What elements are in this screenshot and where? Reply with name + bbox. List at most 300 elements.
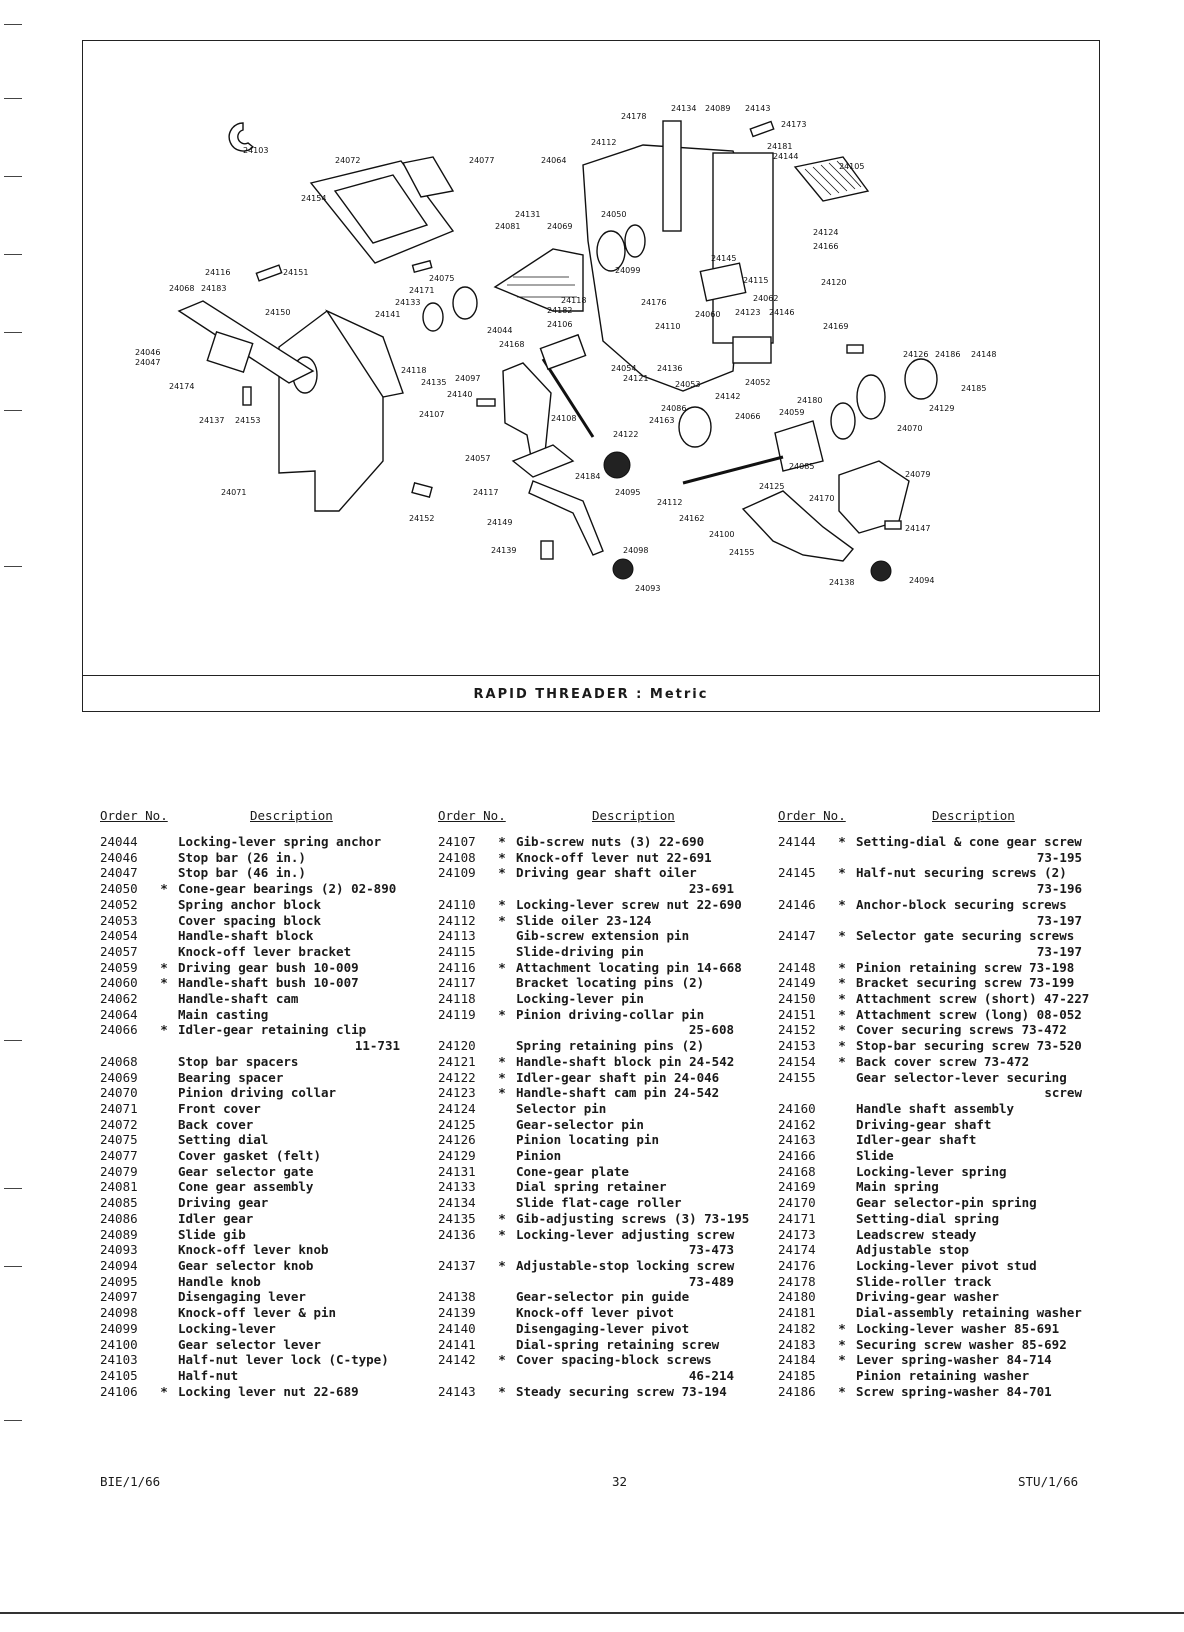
order-number: 24160 [778, 1100, 816, 1116]
spare-marker: * [838, 959, 846, 975]
spare-marker: * [838, 928, 846, 944]
caption-title: RAPID THREADER [473, 686, 630, 702]
order-number: 24141 [438, 1336, 476, 1352]
order-number: 24100 [100, 1336, 138, 1352]
order-number: 24066 [100, 1022, 138, 1038]
order-number: 24176 [778, 1257, 816, 1273]
part-description: Main casting [178, 1006, 269, 1022]
spring-anchor-block-part [733, 337, 771, 363]
part-description: Cone-gear plate [516, 1163, 629, 1179]
knock-off-bracket-part [513, 445, 573, 477]
description-header: Description [932, 808, 1015, 823]
callout: 24178 [621, 112, 647, 121]
callout: 24112 [591, 138, 617, 147]
order-number: 24173 [778, 1226, 816, 1242]
part-description: Locking-lever screw nut 22-690 [516, 896, 742, 912]
order-number: 24112 [438, 912, 476, 928]
part-description: Pinion locating pin [516, 1132, 659, 1148]
caption-separator: : [629, 686, 650, 702]
bearing-spacer-part [625, 225, 645, 257]
part-description: Dial-assembly retaining washer [856, 1305, 1082, 1321]
part-row [778, 1164, 1082, 1180]
callout: 24098 [623, 546, 649, 555]
part-description: Spring retaining pins (2) [516, 1038, 705, 1054]
part-row [438, 1164, 734, 1180]
diagram-frame [82, 40, 1100, 712]
callout: 24099 [615, 266, 641, 275]
part-row [778, 960, 1082, 976]
part-row [100, 944, 400, 960]
part-row [100, 960, 400, 976]
part-description: Half-nut lever lock (C-type) [178, 1352, 389, 1368]
part-description: Driving-gear shaft [856, 1116, 992, 1132]
part-code-continuation: 73-473 [688, 1242, 734, 1258]
callout: 24054 [611, 364, 637, 373]
callout: 24064 [541, 156, 567, 165]
part-row [778, 1179, 1082, 1195]
order-number: 24170 [778, 1195, 816, 1211]
part-code-continuation: screw [1044, 1085, 1082, 1101]
margin-tick [4, 332, 22, 333]
part-description: Half-nut securing screws (2) [856, 865, 1067, 881]
part-description: Selector gate securing screws [856, 928, 1075, 944]
margin-tick [4, 176, 22, 177]
spare-marker: * [838, 1320, 846, 1336]
part-description: Knock-off lever nut 22-691 [516, 849, 712, 865]
parts-list [438, 834, 750, 1399]
part-row [438, 1384, 734, 1400]
callout: 24110 [655, 322, 681, 331]
part-description: Disengaging lever [178, 1289, 306, 1305]
part-description: Handle-shaft block pin 24-542 [516, 1053, 735, 1069]
callout: 24100 [709, 530, 735, 539]
callout: 24047 [135, 358, 161, 367]
margin-tick [4, 566, 22, 567]
callout: 24139 [491, 546, 517, 555]
part-description: Slide-roller track [856, 1273, 992, 1289]
callout: 24118 [401, 366, 427, 375]
callout: 24071 [221, 488, 247, 497]
margin-tick [4, 24, 22, 25]
part-description: Cone-gear bearings (2) 02-890 [178, 881, 397, 897]
callout: 24143 [745, 104, 771, 113]
order-number: 24047 [100, 865, 138, 881]
part-row [778, 1101, 1082, 1117]
spare-marker: * [498, 1352, 506, 1368]
order-number: 24151 [778, 1006, 816, 1022]
part-description: Driving gear [178, 1195, 269, 1211]
callout: 24182 [547, 306, 573, 315]
callout: 24105 [839, 162, 865, 171]
order-number: 24166 [778, 1148, 816, 1164]
part-description: Gear-selector pin [516, 1116, 644, 1132]
part-row [100, 1305, 400, 1321]
part-description: Pinion driving collar [178, 1085, 337, 1101]
part-description: Leadscrew steady [856, 1226, 977, 1242]
part-row [778, 1038, 1082, 1054]
part-description: Driving-gear washer [856, 1289, 999, 1305]
callout: 24183 [201, 284, 227, 293]
part-row [778, 1227, 1082, 1243]
order-number: 24131 [438, 1163, 476, 1179]
part-row [438, 1321, 734, 1337]
order-number: 24120 [438, 1038, 476, 1054]
order-number: 24077 [100, 1148, 138, 1164]
spare-marker: * [838, 865, 846, 881]
order-number: 24113 [438, 928, 476, 944]
callout: 24115 [743, 276, 769, 285]
spare-marker: * [838, 1006, 846, 1022]
part-description: Stop-bar securing screw 73-520 [856, 1038, 1082, 1054]
callout: 24093 [635, 584, 661, 593]
part-row [438, 1305, 734, 1321]
order-number: 24126 [438, 1132, 476, 1148]
callout: 24141 [375, 310, 401, 319]
part-row [778, 1321, 1082, 1337]
part-description: Lever spring-washer 84-714 [856, 1352, 1052, 1368]
callout: 24186 [935, 350, 961, 359]
order-number: 24138 [438, 1289, 476, 1305]
callout: 24072 [335, 156, 361, 165]
order-number: 24060 [100, 975, 138, 991]
callout: 24149 [487, 518, 513, 527]
part-description: Adjustable-stop locking screw [516, 1257, 735, 1273]
callout: 24155 [729, 548, 755, 557]
callout: 24103 [243, 146, 269, 155]
part-row [438, 850, 734, 866]
part-description: Gib-screw nuts (3) 22-690 [516, 834, 705, 849]
pinion-part [905, 359, 937, 399]
part-row [438, 1352, 734, 1383]
part-code-continuation: 73-197 [1036, 912, 1082, 928]
order-number: 24148 [778, 959, 816, 975]
callout: 24106 [547, 320, 573, 329]
spare-marker: * [498, 1226, 506, 1242]
callout: 24118 [561, 296, 587, 305]
spare-marker: * [160, 881, 168, 897]
callout: 24185 [961, 384, 987, 393]
callout: 24166 [813, 242, 839, 251]
order-number: 24142 [438, 1352, 476, 1368]
part-row [438, 1289, 734, 1305]
dial-spring-part [423, 303, 443, 331]
part-row [438, 1038, 734, 1054]
part-description: Locking-lever spring [856, 1163, 1007, 1179]
callout: 24097 [455, 374, 481, 383]
order-number: 24137 [438, 1257, 476, 1273]
part-description: Attachment screw (short) 47-227 [856, 991, 1090, 1007]
idler-gear-part [679, 407, 711, 447]
part-description: Front cover [178, 1100, 261, 1116]
part-code-continuation: 73-196 [1036, 881, 1082, 897]
part-description: Gear selector knob [178, 1257, 314, 1273]
part-row [778, 1258, 1082, 1274]
callout: 24151 [283, 268, 309, 277]
part-description: Anchor-block securing screws [856, 896, 1067, 912]
part-row [100, 1321, 400, 1337]
order-number: 24054 [100, 928, 138, 944]
order-number: 24115 [438, 943, 476, 959]
part-row [100, 1085, 400, 1101]
callout: 24075 [429, 274, 455, 283]
part-description: Gib-screw extension pin [516, 928, 690, 944]
part-description: Bracket locating pins (2) [516, 975, 705, 991]
callout: 24168 [499, 340, 525, 349]
part-description: Dial spring retainer [516, 1179, 667, 1195]
order-number: 24064 [100, 1006, 138, 1022]
callout: 24176 [641, 298, 667, 307]
description-header: Description [592, 808, 675, 823]
part-row [778, 1352, 1082, 1368]
part-row [778, 991, 1090, 1007]
part-row [100, 913, 400, 929]
part-row [778, 1117, 1082, 1133]
part-description: Screw spring-washer 84-701 [856, 1383, 1052, 1399]
callout: 24136 [657, 364, 683, 373]
callout: 24062 [753, 294, 779, 303]
part-row [438, 865, 734, 896]
order-number: 24119 [438, 1006, 476, 1022]
part-row [438, 1054, 734, 1070]
part-code-continuation: 11-731 [354, 1038, 400, 1054]
callout: 24142 [715, 392, 741, 401]
part-description: Stop bar (26 in.) [178, 849, 306, 865]
part-description: Disengaging-lever pivot [516, 1320, 690, 1336]
part-description: Setting-dial spring [856, 1210, 999, 1226]
callout: 24086 [661, 404, 687, 413]
order-number: 24050 [100, 881, 138, 897]
order-number: 24057 [100, 943, 138, 959]
part-row [438, 1117, 734, 1133]
spare-marker: * [838, 1038, 846, 1054]
page-number: 32 [612, 1474, 628, 1489]
callout: 24169 [823, 322, 849, 331]
part-description: Cover spacing block [178, 912, 321, 928]
spare-marker: * [838, 975, 846, 991]
order-number: 24125 [438, 1116, 476, 1132]
caption-subtitle: Metric [649, 686, 709, 702]
part-row [100, 1211, 400, 1227]
callout: 24125 [759, 482, 785, 491]
order-number: 24147 [778, 928, 816, 944]
part-row [100, 991, 400, 1007]
part-row [778, 865, 1082, 896]
part-row [778, 1368, 1082, 1384]
spare-marker: * [498, 849, 506, 865]
part-row [438, 1148, 734, 1164]
callout: 24180 [797, 396, 823, 405]
callout: 24095 [615, 488, 641, 497]
part-row [100, 1274, 400, 1290]
order-number: 24145 [778, 865, 816, 881]
part-description: Handle shaft assembly [856, 1100, 1015, 1116]
part-row [438, 975, 734, 991]
part-row [778, 1054, 1082, 1070]
driving-gear-washer-part [831, 403, 855, 439]
part-code-continuation: 46-214 [688, 1367, 734, 1383]
callout: 24145 [711, 254, 737, 263]
description-header: Description [250, 808, 333, 823]
part-description: Gear selector gate [178, 1163, 314, 1179]
callout: 24147 [905, 524, 931, 533]
part-description: Idler gear [178, 1210, 254, 1226]
part-row [778, 1305, 1082, 1321]
callout: 24163 [649, 416, 675, 425]
part-description: Stop bar spacers [178, 1053, 299, 1069]
order-number: 24174 [778, 1242, 816, 1258]
part-description: Cover securing screws 73-472 [856, 1022, 1067, 1038]
part-row [100, 881, 400, 897]
order-number: 24180 [778, 1289, 816, 1305]
callout: 24144 [773, 152, 799, 161]
part-description: Locking-lever washer 85-691 [856, 1320, 1060, 1336]
part-row [100, 1227, 400, 1243]
order-number: 24140 [438, 1320, 476, 1336]
part-row [100, 975, 400, 991]
part-row [778, 1022, 1082, 1038]
margin-tick [4, 1040, 22, 1041]
spare-marker: * [498, 896, 506, 912]
order-number: 24046 [100, 849, 138, 865]
order-number: 24095 [100, 1273, 138, 1289]
part-description: Locking-lever spring anchor [178, 834, 382, 849]
part-description: Gear selector-pin spring [856, 1195, 1037, 1211]
part-description: Cover spacing-block screws [516, 1352, 712, 1368]
callout: 24117 [473, 488, 499, 497]
order-number: 24108 [438, 849, 476, 865]
part-row [778, 1337, 1082, 1353]
part-description: Driving gear shaft oiler [516, 865, 697, 881]
order-number: 24068 [100, 1053, 138, 1069]
part-description: Selector pin [516, 1100, 607, 1116]
spare-marker: * [838, 1383, 846, 1399]
column-header [778, 808, 1082, 834]
part-description: Attachment locating pin 14-668 [516, 959, 742, 975]
spare-marker: * [838, 1022, 846, 1038]
part-code-continuation: 73-195 [1036, 849, 1082, 865]
callout: 24126 [903, 350, 929, 359]
order-number: 24062 [100, 991, 138, 1007]
part-row [100, 928, 400, 944]
part-row [778, 834, 1082, 865]
order-number: 24118 [438, 991, 476, 1007]
callout: 24150 [265, 308, 291, 317]
spare-marker: * [838, 991, 846, 1007]
order-number: 24134 [438, 1195, 476, 1211]
part-description: Knock-off lever pivot [516, 1305, 675, 1321]
selector-knob-part [871, 561, 891, 581]
part-code-continuation: 23-691 [688, 881, 734, 897]
bottom-rule [0, 1612, 1184, 1614]
order-number: 24072 [100, 1116, 138, 1132]
spare-marker: * [838, 834, 846, 849]
part-description: Dial-spring retaining screw [516, 1336, 720, 1352]
knock-off-knob-part [613, 559, 633, 579]
part-description: Locking-lever adjusting screw [516, 1226, 735, 1242]
part-row [100, 1258, 400, 1274]
footer-right-code: STU/1/66 [1018, 1474, 1079, 1489]
spare-marker: * [498, 1085, 506, 1101]
spare-marker: * [160, 959, 168, 975]
part-description: Cover gasket (felt) [178, 1148, 321, 1164]
part-row [100, 1384, 400, 1400]
callout: 24154 [301, 194, 327, 203]
order-number: 24086 [100, 1210, 138, 1226]
part-row [100, 1132, 400, 1148]
part-description: Cone gear assembly [178, 1179, 314, 1195]
order-number: 24109 [438, 865, 476, 881]
parts-column-1 [100, 808, 400, 1399]
part-description: Idler-gear retaining clip [178, 1022, 367, 1038]
callout: 24081 [495, 222, 521, 231]
callout: 24112 [657, 498, 683, 507]
part-row [100, 850, 400, 866]
spare-marker: * [498, 1006, 506, 1022]
part-description: Slide gib [178, 1226, 246, 1242]
spare-marker: * [498, 834, 506, 849]
callout: 24079 [905, 470, 931, 479]
order-number: 24110 [438, 896, 476, 912]
spare-marker: * [498, 959, 506, 975]
order-number: 24181 [778, 1305, 816, 1321]
part-description: Setting-dial & cone gear screw [856, 834, 1082, 849]
order-number: 24186 [778, 1383, 816, 1399]
order-number: 24162 [778, 1116, 816, 1132]
order-number: 24150 [778, 991, 816, 1007]
part-row [100, 1195, 400, 1211]
part-row [778, 1242, 1082, 1258]
spare-marker: * [838, 1336, 846, 1352]
part-description: Handle-shaft bush 10-007 [178, 975, 359, 991]
part-description: Back cover [178, 1116, 254, 1132]
callout: 24059 [779, 408, 805, 417]
order-number: 24143 [438, 1383, 476, 1399]
part-description: Gear-selector pin guide [516, 1289, 690, 1305]
order-number: 24105 [100, 1367, 138, 1383]
order-number: 24171 [778, 1210, 816, 1226]
part-row [438, 1132, 734, 1148]
part-description: Slide-driving pin [516, 943, 644, 959]
callout: 24148 [971, 350, 997, 359]
part-description: Bracket securing screw 73-199 [856, 975, 1075, 991]
order-number: 24117 [438, 975, 476, 991]
order-number: 24107 [438, 834, 476, 849]
parts-list [100, 834, 400, 1399]
part-row [778, 1211, 1082, 1227]
callout: 24050 [601, 210, 627, 219]
spare-marker: * [160, 975, 168, 991]
part-row [778, 1132, 1082, 1148]
part-row [438, 944, 734, 960]
order-number: 24169 [778, 1179, 816, 1195]
callout: 24057 [465, 454, 491, 463]
callout: 24069 [547, 222, 573, 231]
callout: 24070 [897, 424, 923, 433]
part-row [438, 1179, 734, 1195]
margin-tick [4, 1420, 22, 1421]
order-number: 24146 [778, 896, 816, 912]
part-description: Slide oiler 23-124 [516, 912, 652, 928]
order-number: 24129 [438, 1148, 476, 1164]
callout: 24108 [551, 414, 577, 423]
callout: 24140 [447, 390, 473, 399]
callout: 24094 [909, 576, 935, 585]
part-row [438, 1101, 734, 1117]
callout: 24138 [829, 578, 855, 587]
column-header [438, 808, 734, 834]
order-number: 24178 [778, 1273, 816, 1289]
order-number: 24144 [778, 834, 816, 849]
